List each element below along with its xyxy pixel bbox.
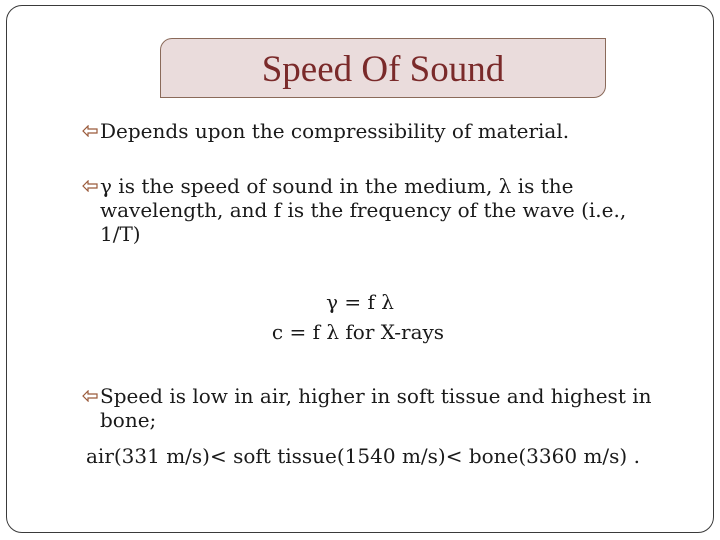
bullet-text: 1/T) (100, 222, 141, 246)
bullet-item (82, 119, 702, 143)
bullet-text: Depends upon the compressibility of material. (100, 119, 570, 143)
diamond-arrow-bullet-icon (82, 390, 98, 402)
bullet-item (82, 384, 702, 432)
bullet-text: Speed is low in air, higher in soft tissue and highest in (100, 384, 652, 408)
diamond-arrow-bullet-icon (82, 125, 98, 137)
title-box (160, 38, 606, 98)
slide-title: Speed Of Sound (261, 48, 505, 90)
equation: c = f λ for X-rays (271, 320, 445, 344)
bullet-text: wavelength, and f is the frequency of the wave (i.e., (100, 198, 627, 222)
equation: γ = f λ (326, 290, 394, 314)
speeds-comparison: air(331 m/s)< soft tissue(1540 m/s)< bone(3360 m/s) . (86, 444, 640, 468)
bullet-text: γ is the speed of sound in the medium, λ is the (100, 174, 574, 198)
bullet-item (82, 174, 702, 246)
bullet-text: bone; (100, 408, 157, 432)
diamond-arrow-bullet-icon (82, 180, 98, 192)
